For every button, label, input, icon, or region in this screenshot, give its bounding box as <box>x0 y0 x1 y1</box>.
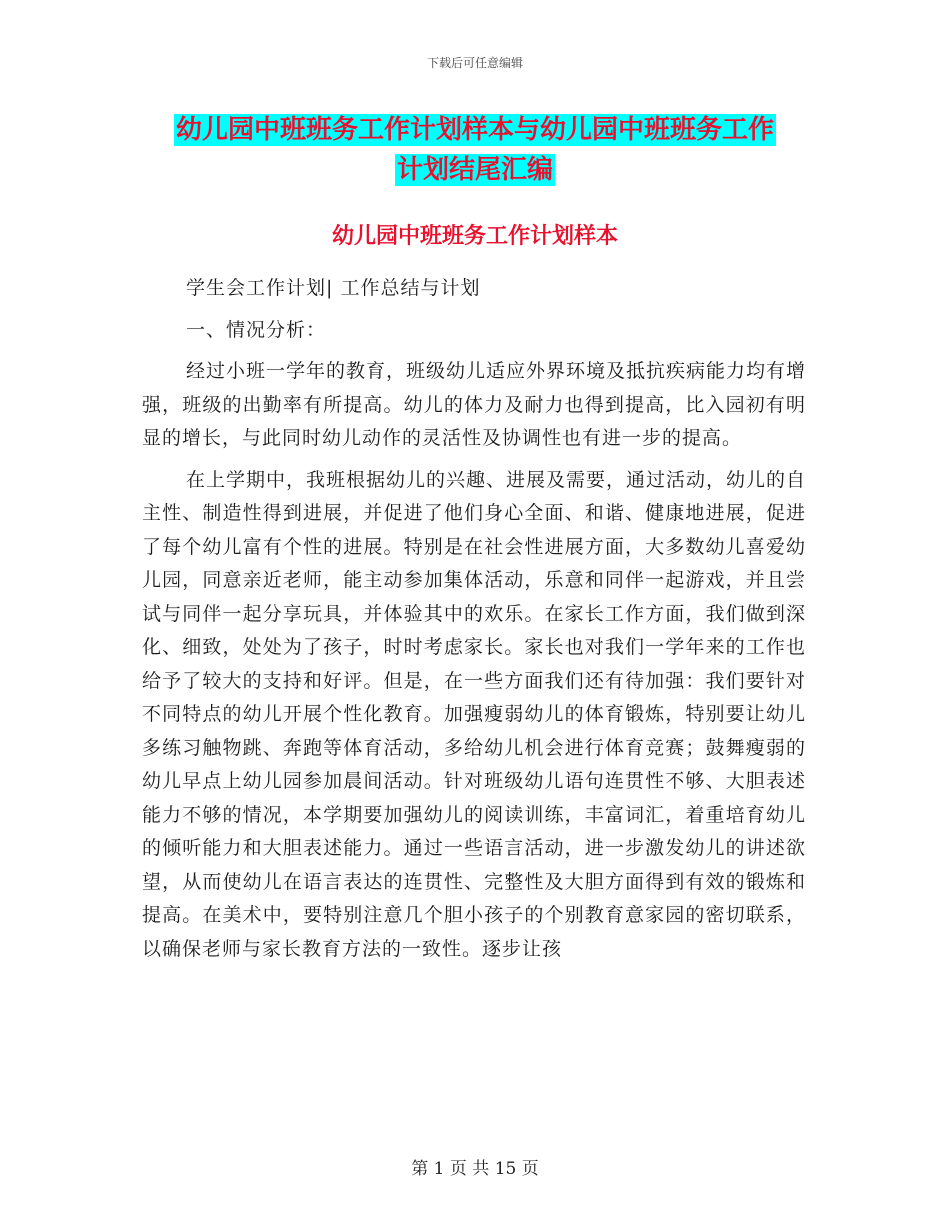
section-title: 幼儿园中班班务工作计划样本 <box>331 224 618 249</box>
paragraph-2: 在上学期中，我班根据幼儿的兴趣、进展及需要，通过活动，幼儿的自主性、制造性得到进展，并促进了他们身心全面、和谐、健康地进展，促进了每个幼儿富有个性的进展。特别是在社会性进展方面，大多数幼儿喜爱幼儿园，同意亲近老师，能主动参加集体活动，乐意和同伴一起游戏，并且尝试与同伴一起分享玩具，并体验其中的欢乐。在家长工作方面，我们做到深化、细致，处处为了孩子，时时考虑家长。家长也对我们一学年来的工作也给予了较大的支持和好评。但是，在一些方面我们还有待加强：我们要针对不同特点的幼儿开展个性化教育。加强瘦弱幼儿的体育锻炼，特别要让幼儿多练习触物跳、奔跑等体育活动，多给幼儿机会进行体育竞赛；鼓舞瘦弱的幼儿早点上幼儿园参加晨间活动。针对班级幼儿语句连贯性不够、大胆表述能力不够的情况，本学期要加强幼儿的阅读训练，丰富词汇，着重培育幼儿的倾听能力和大胆表述能力。通过一些语言活动，进一步激发幼儿的讲述欲望，从而使幼儿在语言表达的连贯性、完整性及大胆方面得到有效的锻炼和提高。在美术中，要特别注意几个胆小孩子的个别教育意家园的密切联系，以确保老师与家长教育方法的一致性。逐步让孩 <box>142 468 807 960</box>
title-line-1: 幼儿园中班班务工作计划样本与幼儿园中班班务工作 <box>175 115 774 145</box>
document-title <box>140 110 810 190</box>
document-body <box>142 272 806 966</box>
category-line: 学生会工作计划| 工作总结与计划 <box>186 277 481 299</box>
title-line-2: 计划结尾汇编 <box>396 155 553 185</box>
page-footer: 第 1 页 共 15 页 <box>411 1159 539 1179</box>
heading-situation-analysis: 一、情况分析： <box>186 318 327 341</box>
paragraph-1: 经过小班一学年的教育，班级幼儿适应外界环境及抵抗疾病能力均有增强，班级的出勤率有所提高。幼儿的体力及耐力也得到提高，比入园初有明显的增长，与此同时幼儿动作的灵活性及协调性也有进一步的提高。 <box>142 360 807 449</box>
header-note: 下载后可任意编辑 <box>426 56 523 70</box>
